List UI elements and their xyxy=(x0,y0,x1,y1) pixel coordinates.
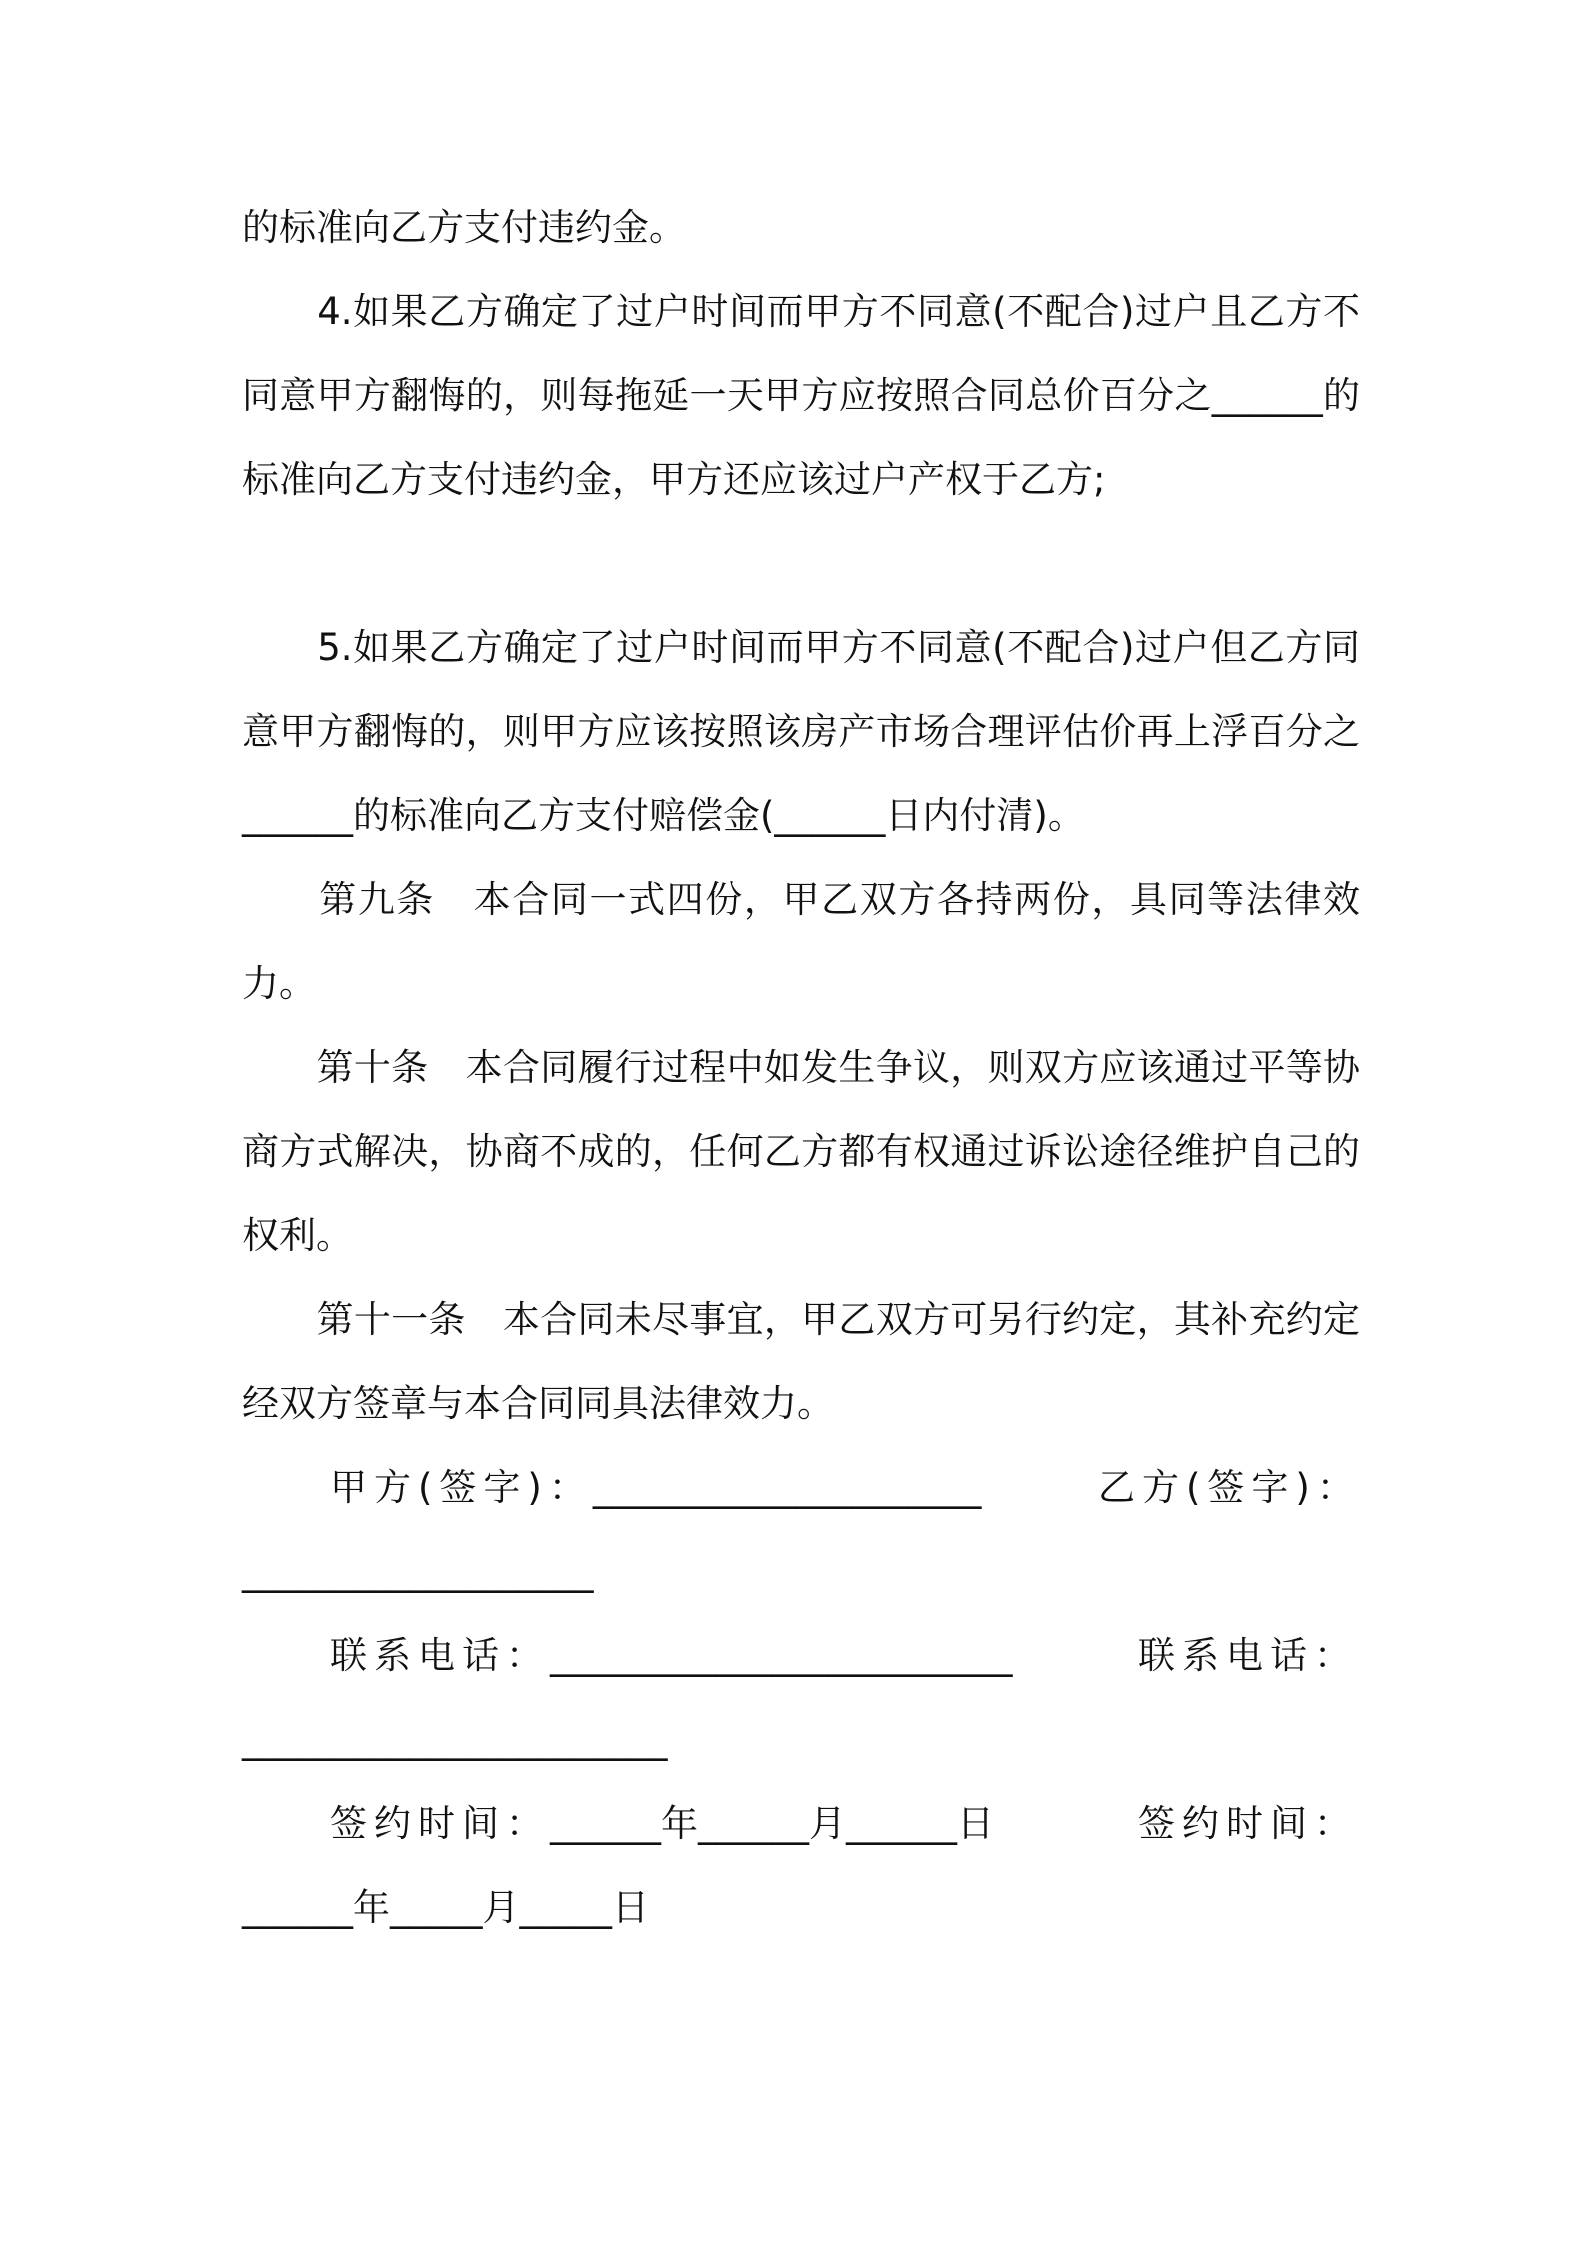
party-b-signature-label-row xyxy=(1098,1446,1361,1530)
date-b-value: ______年_____月_____日 xyxy=(242,1886,649,1929)
party-b-signature-blank-row xyxy=(242,1530,594,1614)
party-a-date-row xyxy=(330,1782,994,1866)
date-b-label: 签约时间： xyxy=(1138,1802,1358,1845)
party-b-phone-blank-row xyxy=(242,1698,668,1782)
party-a-phone-row xyxy=(330,1614,1013,1698)
date-a-label: 签约时间： xyxy=(330,1802,550,1845)
phone-b-blank: _______________________ xyxy=(242,1718,668,1761)
phone-b-label: 联系电话： xyxy=(1138,1634,1358,1677)
paragraph-clause-5: 5.如果乙方确定了过户时间而甲方不同意(不配合)过户但乙方同意甲方翻悔的，则甲方应该按照该房产市场合理评估价再上浮百分之______的标准向乙方支付赔偿金(______日内付清)。 xyxy=(242,626,1360,837)
paragraph-clause-4: 4.如果乙方确定了过户时间而甲方不同意(不配合)过户且乙方不同意甲方翻悔的，则每拖延一天甲方应按照合同总价百分之______的标准向乙方支付违约金，甲方还应该过户产权于乙方; xyxy=(242,290,1360,501)
paragraph-article-11: 第十一条 本合同未尽事宜，甲乙双方可另行约定，其补充约定经双方签章与本合同同具法律效力。 xyxy=(242,1298,1360,1425)
party-a-signature-row xyxy=(330,1446,981,1530)
paragraph-article-10: 第十条 本合同履行过程中如发生争议，则双方应该通过平等协商方式解决，协商不成的，任何乙方都有权通过诉讼途径维护自己的权利。 xyxy=(242,1046,1360,1257)
paragraph-continuation: 的标准向乙方支付违约金。 xyxy=(242,206,686,249)
party-a-signature-blank: _____________________ xyxy=(592,1466,982,1509)
phone-a-label: 联系电话： xyxy=(330,1634,550,1677)
party-b-signature-blank: ___________________ xyxy=(242,1550,594,1593)
party-b-phone-label-row xyxy=(1138,1614,1358,1698)
party-b-label: 乙方(签字)： xyxy=(1098,1466,1361,1509)
party-b-date-value-row xyxy=(242,1866,649,1950)
paragraph-article-9: 第九条 本合同一式四份，甲乙双方各持两份，具同等法律效力。 xyxy=(242,878,1360,1005)
date-a-value: ______年______月______日 xyxy=(550,1802,994,1845)
party-b-date-label-row xyxy=(1138,1782,1358,1866)
party-a-label: 甲方(签字)： xyxy=(330,1466,593,1509)
phone-a-blank: _________________________ xyxy=(550,1634,1013,1677)
